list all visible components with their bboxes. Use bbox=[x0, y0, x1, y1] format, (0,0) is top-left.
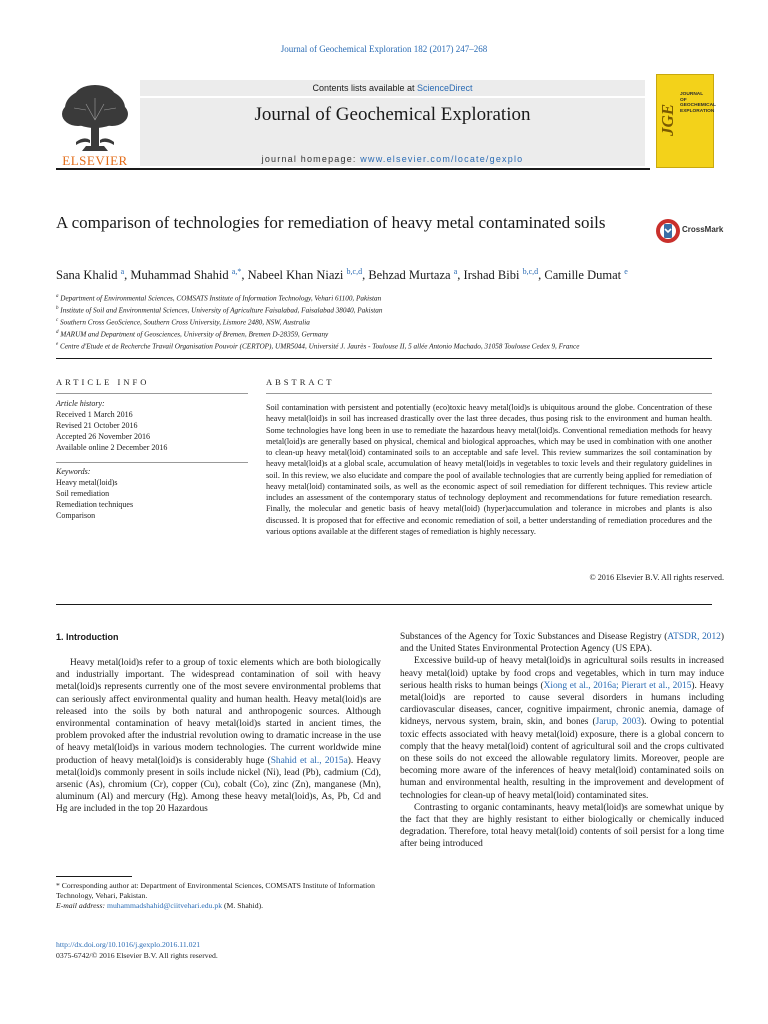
paragraph: Substances of the Agency for Toxic Substances and Disease Registry (ATSDR, 2012) and the United States Environmental Protection Agency (US EPA). bbox=[400, 632, 724, 655]
author[interactable]: Irshad Bibi bbox=[463, 268, 520, 283]
journal-reference[interactable]: Journal of Geochemical Exploration 182 (2017) 247–268 bbox=[280, 44, 488, 54]
history-item: Available online 2 December 2016 bbox=[56, 443, 168, 452]
citation-link[interactable]: Shahid et al., 2015a bbox=[270, 755, 348, 766]
article-history bbox=[56, 398, 248, 453]
divider bbox=[56, 604, 712, 605]
author-affiliation-mark[interactable]: a bbox=[453, 267, 458, 276]
keyword: Soil remediation bbox=[56, 489, 110, 498]
footnote bbox=[56, 881, 386, 912]
divider bbox=[266, 393, 712, 394]
author[interactable]: Camille Dumat bbox=[544, 268, 622, 283]
crossmark-label[interactable]: CrossMark bbox=[682, 225, 724, 234]
cover-abbreviation: JGE bbox=[658, 103, 677, 137]
history-item: Accepted 26 November 2016 bbox=[56, 432, 150, 441]
journal-title: Journal of Geochemical Exploration bbox=[254, 104, 531, 125]
divider bbox=[56, 358, 712, 359]
abstract-text: Soil contamination with persistent and potentially (eco)toxic heavy metal(loid)s is ubiquitous around the globe. Concentration of these heavy metal(loid)s in soil has increased drastically over the last three decades, thus posing risk to the environment and human health. Some technologies have long been in use to remediate the hazardous heavy metal(loid)s. Conventional remediation methods for heavy metal(loid)s are generally based on physical, chemical and biological approaches, which may be used in combination with one another to clean-up heavy metal(loid) contaminated soils to an acceptable and safe level. This review summarizes the soil contamination by heavy metal(loid)s at a global scale, accumulation of heavy metal(loid)s in vegetables to toxic levels and their regulatory guidelines in soil. In this review, we also elucidate and compare the pool of available technologies that are currently being applied for remediation of heavy metal(loid) contaminated soils, as well as the economic aspect of soil remediation for different techniques. This review article includes an assessment of the contemporary status of technology deployment and recommendations for future remediation research. Finally, the molecular and genetic basis of heavy metal(loid) (hyper)accumulation and tolerance in microbes and plants is also discussed. It is proposed that for effective and economic remediation of soil, a better understanding of remediation procedures and the various options available at the different stages of remediation is highly necessary. bbox=[266, 403, 712, 536]
divider bbox=[56, 462, 248, 463]
section-heading-introduction: 1. Introduction bbox=[56, 632, 119, 642]
paragraph: Contrasting to organic contaminants, heavy metal(loid)s are somewhat unique by the fact that they are highly resistant to either biologically or chemically induced degradation. Therefore, total heavy metal(loid) contents of soil persist for a long time after being introduced bbox=[400, 802, 724, 850]
keyword: Heavy metal(loid)s bbox=[56, 478, 118, 487]
crossmark-icon[interactable] bbox=[655, 218, 681, 244]
author[interactable]: Nabeel Khan Niazi bbox=[247, 268, 344, 283]
divider bbox=[56, 393, 248, 394]
author-affiliation-mark[interactable]: a,* bbox=[231, 267, 242, 276]
keywords bbox=[56, 466, 248, 521]
affiliation: $^b$ Institute of Soil and Environmental Sciences, University of Agriculture Faisalabad, Faisalabad 38040, Pakistan bbox=[56, 305, 383, 315]
footnote-divider bbox=[56, 876, 132, 877]
affiliation: $^c$ Southern Cross GeoScience, Southern Cross University, Lismore 2480, NSW, Australia bbox=[56, 317, 310, 327]
article-info-heading: ARTICLE INFO bbox=[56, 377, 150, 387]
affiliation: $^a$ Department of Environmental Sciences, COMSATS Institute of Information Technology, Vehari 61100, Pakistan bbox=[56, 294, 382, 303]
elsevier-wordmark: ELSEVIER bbox=[62, 153, 128, 168]
affiliation: $^e$ Centre d'Etude et de Recherche Travail Organisation Pouvoir (CERTOP), UMR5044, Université J. Jaurès - Toulouse II, 5 allée Antonio Machado, 31058 Toulouse Cedex 9, France bbox=[56, 341, 580, 351]
keyword: Comparison bbox=[56, 511, 96, 520]
author-affiliation-mark[interactable]: e bbox=[624, 267, 628, 276]
affiliations bbox=[56, 292, 746, 352]
citation-link[interactable]: Xiong et al., 2016a; Pierart et al., 2015 bbox=[543, 680, 692, 691]
author-affiliation-mark[interactable]: b,c,d bbox=[346, 267, 363, 276]
paragraph: Heavy metal(loid)s refer to a group of toxic elements which are both biologically and industrially important. The widespread contamination of soil with heavy metal(loid)s represents currently one of the most severe environmental problems that can seriously affect environmental quality and human health. Heavy metal(loid)s are released into the soils by both natural and anthropogenic sources. Although environmental contamination of heavy metal(loid)s started in ancient times, the problem provoked after the industrial revolution owing to dramatic increase in the use of heavy metal(loid)s in various modern technologies. The current worldwide mine production of heavy metal(loid)s is considerably huge (Shahid et al., 2015a). Heavy metal(loid)s commonly present in soils include nickel (Ni), lead (Pb), cadmium (Cd), arsenic (As), chromium (Cr), copper (Cu), cobalt (Co), zinc (Zn), manganese (Mn), aluminum (Al) and mercury (Hg). Among these heavy metal(loid)s, As, Pb, Cd and Hg are included in the top 20 Hazardous bbox=[56, 658, 381, 815]
homepage-link[interactable]: www.elsevier.com/locate/gexplo bbox=[360, 154, 524, 164]
citation-link[interactable]: Jarup, 2003 bbox=[595, 717, 641, 728]
history-item: Revised 21 October 2016 bbox=[56, 421, 138, 430]
history-item: Received 1 March 2016 bbox=[56, 410, 133, 419]
affiliation: $^d$ MARUM and Department of Geosciences, University of Bremen, Bremen D-28359, Germany bbox=[56, 329, 329, 339]
author-affiliation-mark[interactable]: a bbox=[120, 267, 125, 276]
cover-title: JOURNAL OF GEOCHEMICAL EXPLORATION bbox=[680, 92, 716, 114]
email-line: E-mail address: muhammadshahid@ciitvehari.edu.pk (M. Shahid). bbox=[56, 901, 264, 911]
contents-bar bbox=[140, 80, 645, 96]
author-affiliation-mark[interactable]: b,c,d bbox=[522, 267, 539, 276]
contents-prefix: Contents lists available at bbox=[312, 83, 418, 93]
abstract-copyright: © 2016 Elsevier B.V. All rights reserved. bbox=[589, 573, 724, 582]
journal-homepage bbox=[140, 154, 645, 164]
body-column-left bbox=[56, 657, 381, 816]
author[interactable]: Muhammad Shahid bbox=[130, 268, 229, 283]
history-label: Article history: bbox=[56, 399, 105, 408]
author[interactable]: Sana Khalid bbox=[56, 268, 118, 283]
author[interactable]: Behzad Murtaza bbox=[368, 268, 451, 283]
email-link[interactable]: muhammadshahid@ciitvehari.edu.pk bbox=[106, 901, 223, 911]
article-title: A comparison of technologies for remediation of heavy metal contaminated soils bbox=[56, 213, 606, 232]
paragraph: Excessive build-up of heavy metal(loid)s in agricultural soils results in increased heavy metal(loid) uptake by food crops and vegetables, which in turn may induce serious health risks to human beings (Xiong et al., 2016a; Pierart et al., 2015). Heavy metal(loid)s are reported to cause several disorders in humans including cardiovascular diseases, cancer, cognitive impairment, chronic anemia, damage of kidneys, nervous system, brain, skin, and bones (Jarup, 2003). Owing to potential toxic effects associated with heavy metal(loid) exposure, there is a global concern to comply that the heavy metal(loid) content of agricultural soil and the crops cultivated on these soils do not exceed the allowable regulatory limits. Moreover, people are becoming more aware of the inferences of heavy metal(loid) contaminated soils on human and environmental health, resulting in the improvement and development of technologies for clean-up of heavy metal(loid) contaminated sites. bbox=[400, 656, 724, 801]
corresponding-author-note: * Corresponding author at: Department of Environmental Sciences, COMSATS Institute of Information Technology, Vehari, Pakistan. bbox=[56, 881, 375, 901]
author-list: Sana Khalid $^a$, Muhammad Shahid $^{a,*}$, Nabeel Khan Niazi $^{b,c,d}$, Behzad Murtaza $^a$, Irshad Bibi $^{b,c,d}$, Camille Dumat $^e$ bbox=[56, 267, 628, 283]
body-column-right bbox=[400, 631, 724, 851]
sciencedirect-link[interactable]: ScienceDirect bbox=[417, 83, 473, 93]
doi-link[interactable]: http://dx.doi.org/10.1016/j.gexplo.2016.11.021 bbox=[56, 940, 201, 949]
keyword: Remediation techniques bbox=[56, 500, 134, 509]
keywords-label: Keywords: bbox=[56, 467, 91, 476]
abstract-heading: ABSTRACT bbox=[266, 377, 335, 387]
issn-line: 0375-6742/© 2016 Elsevier B.V. All rights reserved. bbox=[56, 951, 218, 960]
citation-link[interactable]: ATSDR, 2012 bbox=[667, 632, 721, 642]
homepage-prefix: journal homepage: bbox=[261, 154, 361, 164]
